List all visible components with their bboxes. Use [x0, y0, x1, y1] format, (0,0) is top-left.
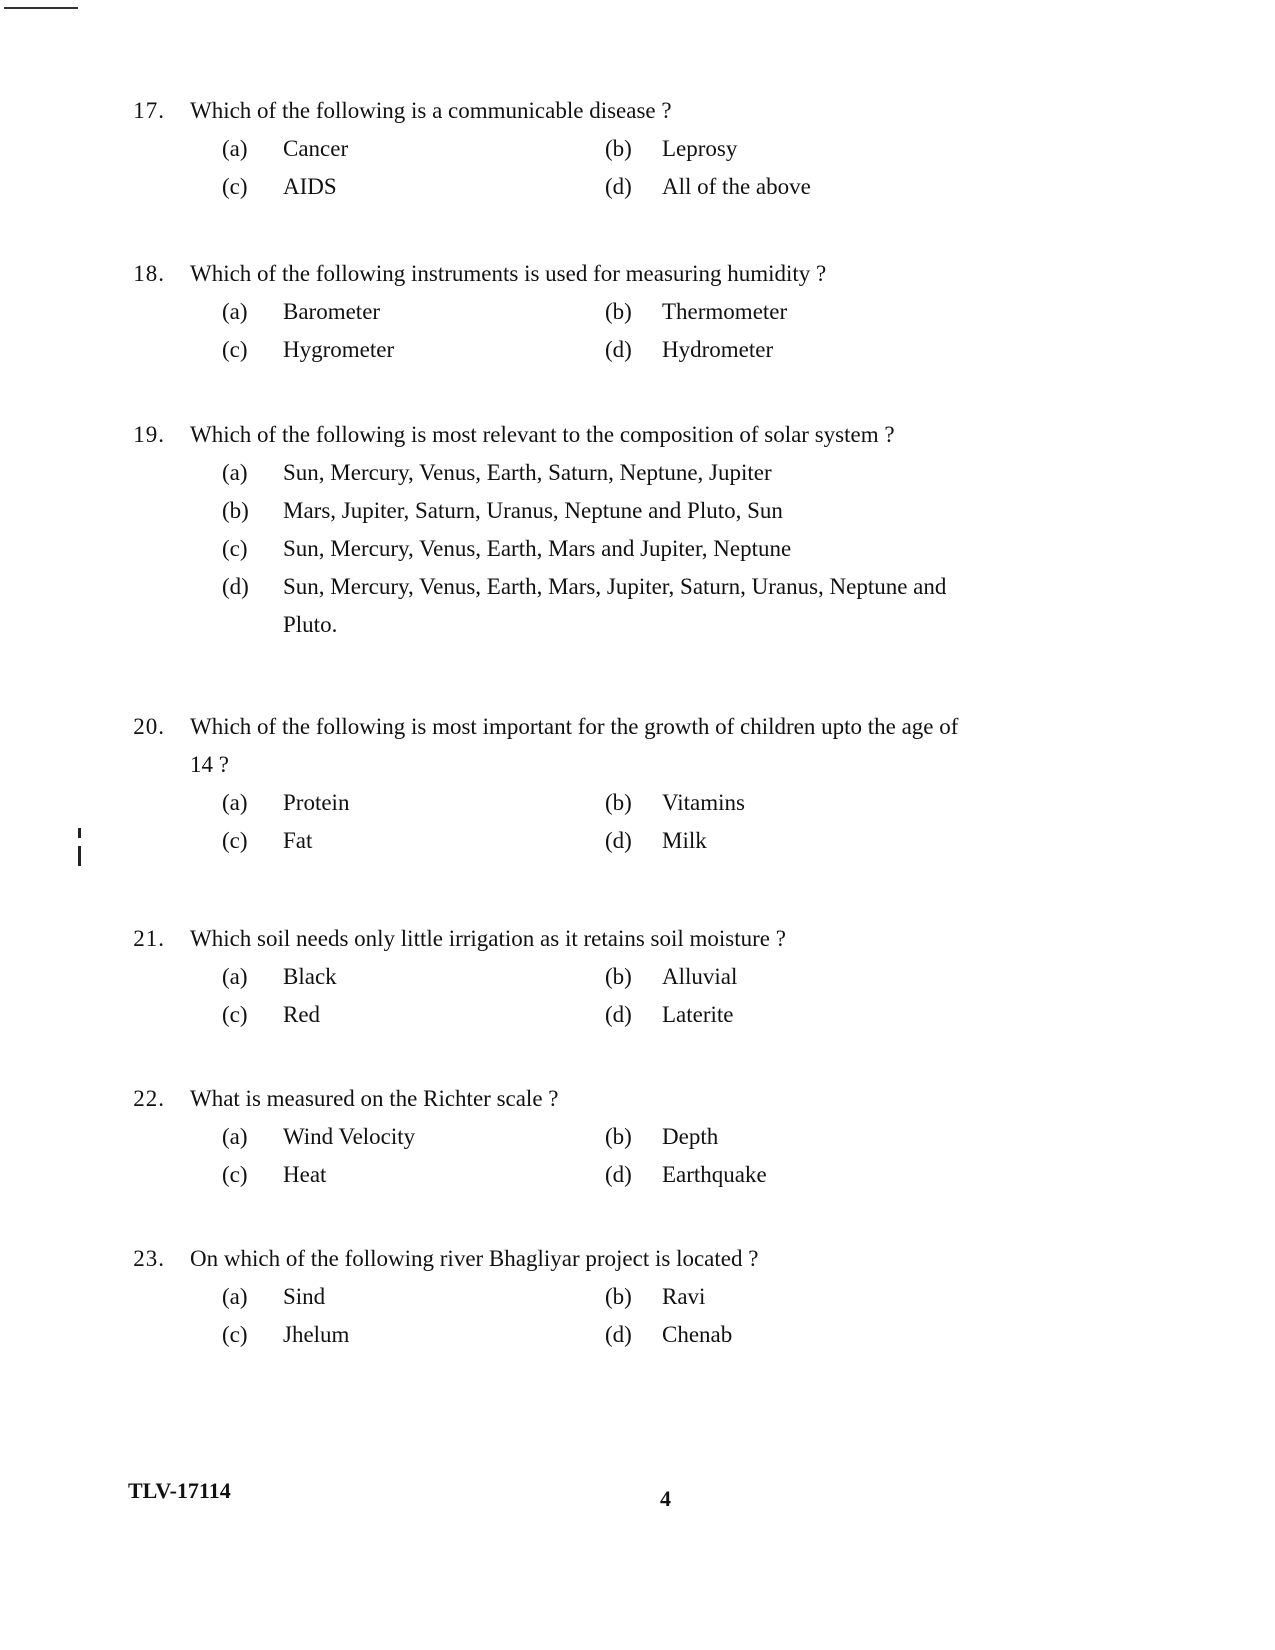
question-21	[0, 920, 1275, 1034]
option-label-b: (b)	[605, 1284, 632, 1309]
question-number: 20.	[133, 714, 165, 739]
option-text-b: Ravi	[662, 1284, 706, 1309]
option-text-d: Earthquake	[662, 1162, 767, 1187]
paper-code: TLV-17114	[128, 1478, 231, 1503]
option-label-a: (a)	[222, 1284, 248, 1309]
question-19	[0, 416, 1275, 644]
question-number: 18.	[133, 261, 165, 286]
option-label-b: (b)	[222, 498, 249, 523]
option-text-c: Heat	[283, 1162, 327, 1187]
question-text: Which soil needs only little irrigation as it retains soil moisture ?	[190, 926, 786, 951]
option-text-b: Thermometer	[662, 299, 788, 324]
option-label-a: (a)	[222, 136, 248, 161]
option-label-d: (d)	[222, 574, 249, 599]
option-text-d-continuation: Pluto.	[283, 612, 338, 637]
option-text-d: Hydrometer	[662, 337, 774, 362]
option-label-d: (d)	[605, 828, 632, 853]
corner-rule	[4, 7, 78, 9]
option-label-c: (c)	[222, 337, 248, 362]
option-label-c: (c)	[222, 1322, 248, 1347]
option-label-c: (c)	[222, 536, 248, 561]
option-text-d: All of the above	[662, 174, 811, 199]
option-text-a: Black	[283, 964, 337, 989]
option-label-a: (a)	[222, 299, 248, 324]
option-label-a: (a)	[222, 790, 248, 815]
option-label-b: (b)	[605, 790, 632, 815]
option-label-c: (c)	[222, 1002, 248, 1027]
option-label-a: (a)	[222, 1124, 248, 1149]
option-text-a: Wind Velocity	[283, 1124, 416, 1149]
option-text-a: Cancer	[283, 136, 349, 161]
page-number: 4	[660, 1486, 671, 1511]
option-text-b: Alluvial	[662, 964, 738, 989]
question-text: Which of the following is most important for the growth of children upto the age of	[190, 714, 959, 739]
option-label-c: (c)	[222, 828, 248, 853]
question-number: 23.	[133, 1246, 165, 1271]
option-text-c: Hygrometer	[283, 337, 395, 362]
question-text: On which of the following river Bhagliyar project is located ?	[190, 1246, 759, 1271]
question-text: What is measured on the Richter scale ?	[190, 1086, 559, 1111]
option-label-c: (c)	[222, 174, 248, 199]
option-label-a: (a)	[222, 964, 248, 989]
option-label-b: (b)	[605, 299, 632, 324]
question-number: 17.	[133, 98, 165, 123]
option-text-b: Depth	[662, 1124, 719, 1149]
option-text-c: Sun, Mercury, Venus, Earth, Mars and Jupiter, Neptune	[283, 536, 792, 561]
option-text-d: Laterite	[662, 1002, 734, 1027]
option-label-d: (d)	[605, 174, 632, 199]
option-text-d: Milk	[662, 828, 707, 853]
option-label-d: (d)	[605, 1322, 632, 1347]
option-text-b: Vitamins	[662, 790, 745, 815]
option-text-b: Mars, Jupiter, Saturn, Uranus, Neptune and Pluto, Sun	[283, 498, 783, 523]
question-number: 21.	[133, 926, 165, 951]
option-text-a: Barometer	[283, 299, 381, 324]
question-text-continuation: 14 ?	[190, 752, 229, 777]
question-22	[0, 1080, 1275, 1194]
option-label-d: (d)	[605, 1002, 632, 1027]
question-17	[0, 92, 1275, 206]
option-text-d: Sun, Mercury, Venus, Earth, Mars, Jupiter, Saturn, Uranus, Neptune and	[283, 574, 947, 599]
question-text: Which of the following is most relevant to the composition of solar system ?	[190, 422, 895, 447]
question-text: Which of the following instruments is used for measuring humidity ?	[190, 261, 827, 286]
option-label-b: (b)	[605, 1124, 632, 1149]
question-number: 22.	[133, 1086, 165, 1111]
option-text-c: Jhelum	[283, 1322, 350, 1347]
option-text-d: Chenab	[662, 1322, 733, 1347]
option-text-c: Fat	[283, 828, 313, 853]
option-text-a: Protein	[283, 790, 350, 815]
question-text: Which of the following is a communicable disease ?	[190, 98, 672, 123]
question-20	[0, 708, 1275, 860]
question-18	[0, 255, 1275, 369]
option-text-a: Sind	[283, 1284, 326, 1309]
option-label-d: (d)	[605, 1162, 632, 1187]
option-text-c: AIDS	[283, 174, 337, 199]
option-text-b: Leprosy	[662, 136, 738, 161]
question-23	[0, 1240, 1275, 1354]
option-label-b: (b)	[605, 964, 632, 989]
option-text-a: Sun, Mercury, Venus, Earth, Saturn, Neptune, Jupiter	[283, 460, 772, 485]
option-label-c: (c)	[222, 1162, 248, 1187]
option-text-c: Red	[283, 1002, 321, 1027]
question-number: 19.	[133, 422, 165, 447]
option-label-b: (b)	[605, 136, 632, 161]
option-label-d: (d)	[605, 337, 632, 362]
option-label-a: (a)	[222, 460, 248, 485]
